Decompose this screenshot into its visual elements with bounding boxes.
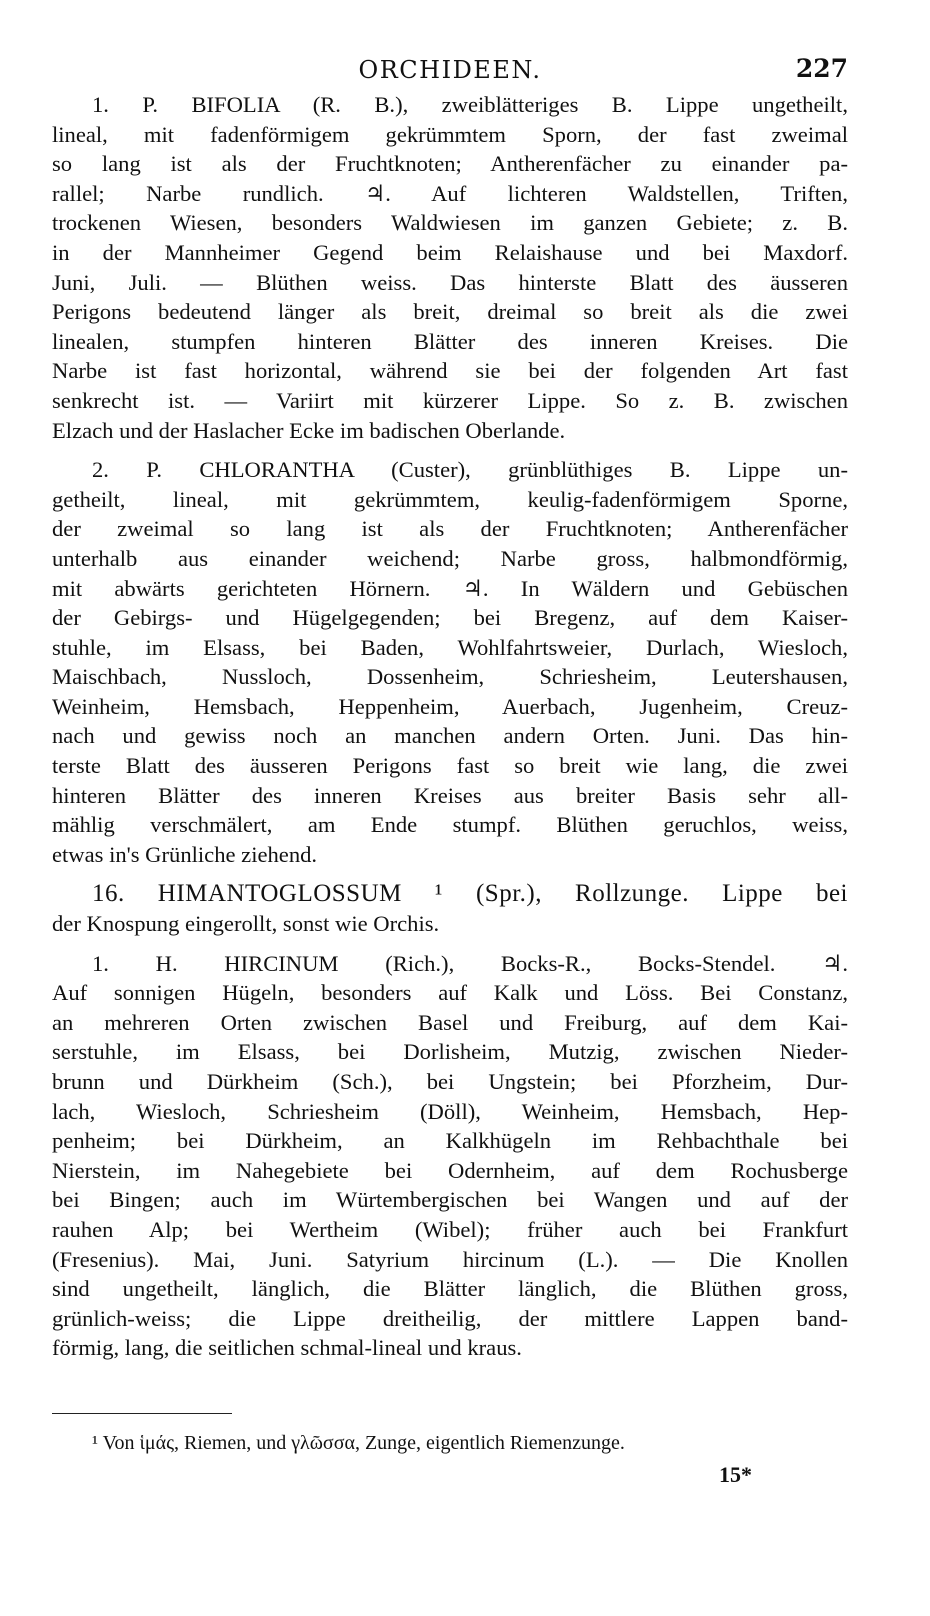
- text-line: hinteren Blätter des inneren Kreises aus breiter Basis sehr all-: [52, 782, 848, 808]
- text-line: (Fresenius). Mai, Juni. Satyrium hircinum (L.). — Die Knollen: [52, 1246, 848, 1272]
- text-line: trockenen Wiesen, besonders Waldwiesen im ganzen Gebiete; z. B.: [52, 210, 848, 236]
- footnote-rule: [52, 1413, 232, 1414]
- text-line: lineal, mit fadenförmigem gekrümmtem Sporn, der fast zweimal: [52, 121, 848, 147]
- text-line: 1. H. HIRCINUM (Rich.), Bocks-R., Bocks-Stendel. ♃.: [92, 950, 848, 976]
- text-line: grünlich-weiss; die Lippe dreitheilig, der mittlere Lappen band-: [52, 1305, 848, 1331]
- text-line: an mehreren Orten zwischen Basel und Freiburg, auf dem Kai-: [52, 1009, 848, 1035]
- text-line: linealen, stumpfen hinteren Blätter des inneren Kreises. Die: [52, 328, 848, 354]
- genus-heading-himantoglossum: [52, 879, 848, 938]
- text-line: getheilt, lineal, mit gekrümmtem, keulig-fadenförmigem Sporne,: [52, 486, 848, 512]
- text-line: mit abwärts gerichteten Hörnern. ♃. In Wäldern und Gebüschen: [52, 575, 848, 601]
- species-entry-hircinum: [52, 949, 848, 1363]
- text-line: bei Bingen; auch im Würtembergischen bei Wangen und auf der: [52, 1187, 848, 1213]
- text-line: etwas in's Grünliche ziehend.: [52, 841, 318, 867]
- running-title: ORCHIDEEN.: [358, 56, 542, 84]
- text-line: förmig, lang, die seitlichen schmal-lineal und kraus.: [52, 1335, 522, 1361]
- text-line: brunn und Dürkheim (Sch.), bei Ungstein; bei Pforzheim, Dur-: [52, 1069, 848, 1094]
- text-line: unterhalb aus einander weichend; Narbe gross, halbmondförmig,: [52, 545, 848, 571]
- text-line: Perigons bedeutend länger als breit, dreimal so breit als die zwei: [52, 299, 848, 325]
- printer-signature: 15*: [719, 1462, 752, 1487]
- text-line: rallel; Narbe rundlich. ♃. Auf lichteren Waldstellen, Triften,: [52, 180, 848, 206]
- text-line: 1. P. BIFOLIA (R. B.), zweiblätteriges B. Lippe ungetheilt,: [92, 92, 848, 117]
- text-line: nach und gewiss noch an manchen andern Orten. Juni. Das hin-: [52, 723, 848, 749]
- text-line: Elzach und der Haslacher Ecke im badischen Oberlande.: [52, 417, 566, 443]
- text-line: 16. HIMANTOGLOSSUM ¹ (Spr.), Rollzunge. Lippe bei: [92, 880, 848, 908]
- text-line: sind ungetheilt, länglich, die Blätter länglich, die Blüthen gross,: [52, 1276, 848, 1302]
- footnote: ¹ Von ἱμάς, Riemen, und γλῶσσα, Zunge, eigentlich Riemenzunge.: [92, 1432, 625, 1454]
- text-line: der zweimal so lang ist als der Fruchtknoten; Antherenfächer: [52, 516, 848, 542]
- text-line: terste Blatt des äusseren Perigons fast so breit wie lang, die zwei: [52, 753, 848, 779]
- text-line: der Gebirgs- und Hügelgegenden; bei Bregenz, auf dem Kaiser-: [52, 605, 848, 631]
- text-line: senkrecht ist. — Variirt mit kürzerer Lippe. So z. B. zwischen: [52, 387, 848, 413]
- text-line: Narbe ist fast horizontal, während sie bei der folgenden Art fast: [52, 358, 848, 384]
- book-page: [52, 50, 848, 1363]
- species-entry-bifolia: [52, 90, 848, 445]
- text-line: 2. P. CHLORANTHA (Custer), grünblüthiges B. Lippe un-: [92, 457, 848, 483]
- page-header: [52, 50, 848, 90]
- text-line: so lang ist als der Fruchtknoten; Antherenfächer zu einander pa-: [52, 151, 848, 177]
- page-number: 227: [795, 54, 848, 83]
- species-entry-chlorantha: [52, 455, 848, 869]
- text-line: lach, Wiesloch, Schriesheim (Döll), Weinheim, Hemsbach, Hep-: [52, 1098, 848, 1124]
- text-line: der Knospung eingerollt, sonst wie Orchis.: [52, 911, 440, 937]
- text-line: Juni, Juli. — Blüthen weiss. Das hinterste Blatt des äusseren: [52, 269, 848, 295]
- text-line: Weinheim, Hemsbach, Heppenheim, Auerbach, Jugenheim, Creuz-: [52, 693, 848, 719]
- text-line: serstuhle, im Elsass, bei Dorlisheim, Mutzig, zwischen Nieder-: [52, 1039, 848, 1065]
- text-line: penheim; bei Dürkheim, an Kalkhügeln im Rehbachthale bei: [52, 1128, 848, 1154]
- text-line: Nierstein, im Nahegebiete bei Odernheim, auf dem Rochusberge: [52, 1157, 848, 1183]
- text-line: Maischbach, Nussloch, Dossenheim, Schriesheim, Leutershausen,: [52, 664, 848, 690]
- text-line: rauhen Alp; bei Wertheim (Wibel); früher auch bei Frankfurt: [52, 1216, 848, 1242]
- text-line: mählig verschmälert, am Ende stumpf. Blüthen geruchlos, weiss,: [52, 812, 848, 838]
- text-line: in der Mannheimer Gegend beim Relaishause und bei Maxdorf.: [52, 239, 848, 265]
- text-line: Auf sonnigen Hügeln, besonders auf Kalk und Löss. Bei Constanz,: [52, 980, 848, 1006]
- text-line: stuhle, im Elsass, bei Baden, Wohlfahrtsweier, Durlach, Wiesloch,: [52, 634, 848, 660]
